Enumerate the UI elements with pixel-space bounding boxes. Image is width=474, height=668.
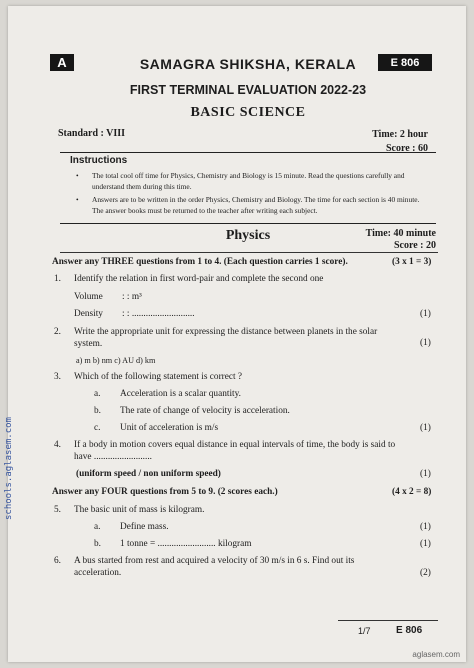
footer-code: E 806 — [396, 625, 423, 636]
question-text: Identify the relation in first word-pair and complete the second one — [74, 274, 324, 284]
pair-right: : : m³ — [122, 292, 142, 302]
question-number: 1. — [54, 274, 61, 284]
score-label: Score : 60 — [385, 143, 428, 154]
option-label: b. — [94, 406, 101, 416]
set-label-badge: A — [50, 54, 74, 71]
side-watermark: schools.aglasem.com — [4, 417, 14, 520]
question-number: 6. — [54, 556, 61, 566]
instruction-item: • The total cool off time for Physics, Chemistry and Biology is 15 minute. Read the questions carefully and understand them during this time. — [76, 171, 405, 191]
subject-title: BASIC SCIENCE — [190, 105, 306, 120]
question-text: The basic unit of mass is kilogram. — [74, 505, 205, 515]
section-score: Score : 20 — [393, 240, 436, 251]
divider — [60, 252, 438, 253]
question-text: Which of the following statement is correct ? — [74, 372, 243, 382]
option-text: 1 tonne = ......................... kilogram — [120, 539, 252, 549]
option-label: a. — [94, 522, 101, 532]
instructions-box — [60, 152, 436, 224]
part1-heading: Answer any THREE questions from 1 to 4. (Each question carries 1 score). — [52, 257, 348, 267]
time-label: Time: 2 hour — [372, 129, 428, 140]
question-number: 4. — [54, 440, 61, 450]
part2-heading: Answer any FOUR questions from 5 to 9. (2 scores each.) — [52, 487, 278, 497]
question-number: 3. — [54, 372, 61, 382]
question-mark: (1) — [420, 469, 431, 479]
instructions-title: Instructions — [70, 155, 128, 166]
question-mark: (1) — [420, 423, 431, 433]
question-text: A bus started from rest and acquired a velocity of 30 m/s in 6 s. Find out its — [74, 556, 355, 566]
question-number: 5. — [54, 505, 61, 515]
standard-label: Standard : VIII — [58, 128, 126, 139]
pair-left: Volume — [74, 292, 103, 302]
question-text: If a body in motion covers equal distance in equal intervals of time, the body is said to — [74, 440, 396, 450]
option-label: c. — [94, 423, 101, 433]
question-mark: (2) — [420, 568, 431, 578]
exam-page — [8, 6, 466, 662]
section-time: Time: 40 minute — [365, 228, 436, 239]
part1-marks: (3 x 1 = 3) — [392, 257, 432, 267]
question-number: 2. — [54, 327, 61, 337]
answer-options: a) m b) nm c) AU d) km — [76, 356, 156, 365]
part2-marks: (4 x 2 = 8) — [392, 487, 432, 497]
question-mark: (1) — [420, 338, 431, 348]
question-text: Write the appropriate unit for expressing the distance between planets in the solar — [74, 327, 378, 337]
answer-options: (uniform speed / non uniform speed) — [76, 469, 221, 479]
page-number: 1/7 — [358, 626, 371, 636]
question-mark: (1) — [420, 522, 431, 532]
question-mark: (1) — [420, 539, 431, 549]
option-text: Unit of acceleration is m/s — [120, 423, 219, 433]
org-title: SAMAGRA SHIKSHA, KERALA — [139, 56, 357, 72]
section-title: Physics — [225, 228, 271, 243]
footer-divider — [338, 620, 438, 621]
section-time-block — [348, 228, 436, 252]
question-text: have ......................... — [74, 452, 152, 462]
option-label: b. — [94, 539, 101, 549]
bullet-icon: • — [76, 171, 79, 180]
bottom-watermark: aglasem.com — [412, 650, 460, 659]
question-text: system. — [74, 339, 103, 349]
option-text: The rate of change of velocity is acceleration. — [120, 406, 290, 416]
instruction-item: • Answers are to be written in the order Physics, Chemistry and Biology. The time for each section is 40 minute. The answer books must be returned to the teacher after writing each subject. — [76, 195, 420, 215]
option-text: Define mass. — [120, 522, 169, 532]
exam-title: FIRST TERMINAL EVALUATION 2022-23 — [129, 83, 367, 97]
question-text: acceleration. — [74, 568, 122, 578]
pair-left: Density — [74, 309, 103, 319]
option-text: Acceleration is a scalar quantity. — [120, 389, 241, 399]
bullet-icon: • — [76, 195, 79, 204]
question-mark: (1) — [420, 309, 431, 319]
paper-code-badge: E 806 — [378, 54, 432, 71]
pair-right: : : ........................... — [122, 309, 195, 319]
option-label: a. — [94, 389, 101, 399]
